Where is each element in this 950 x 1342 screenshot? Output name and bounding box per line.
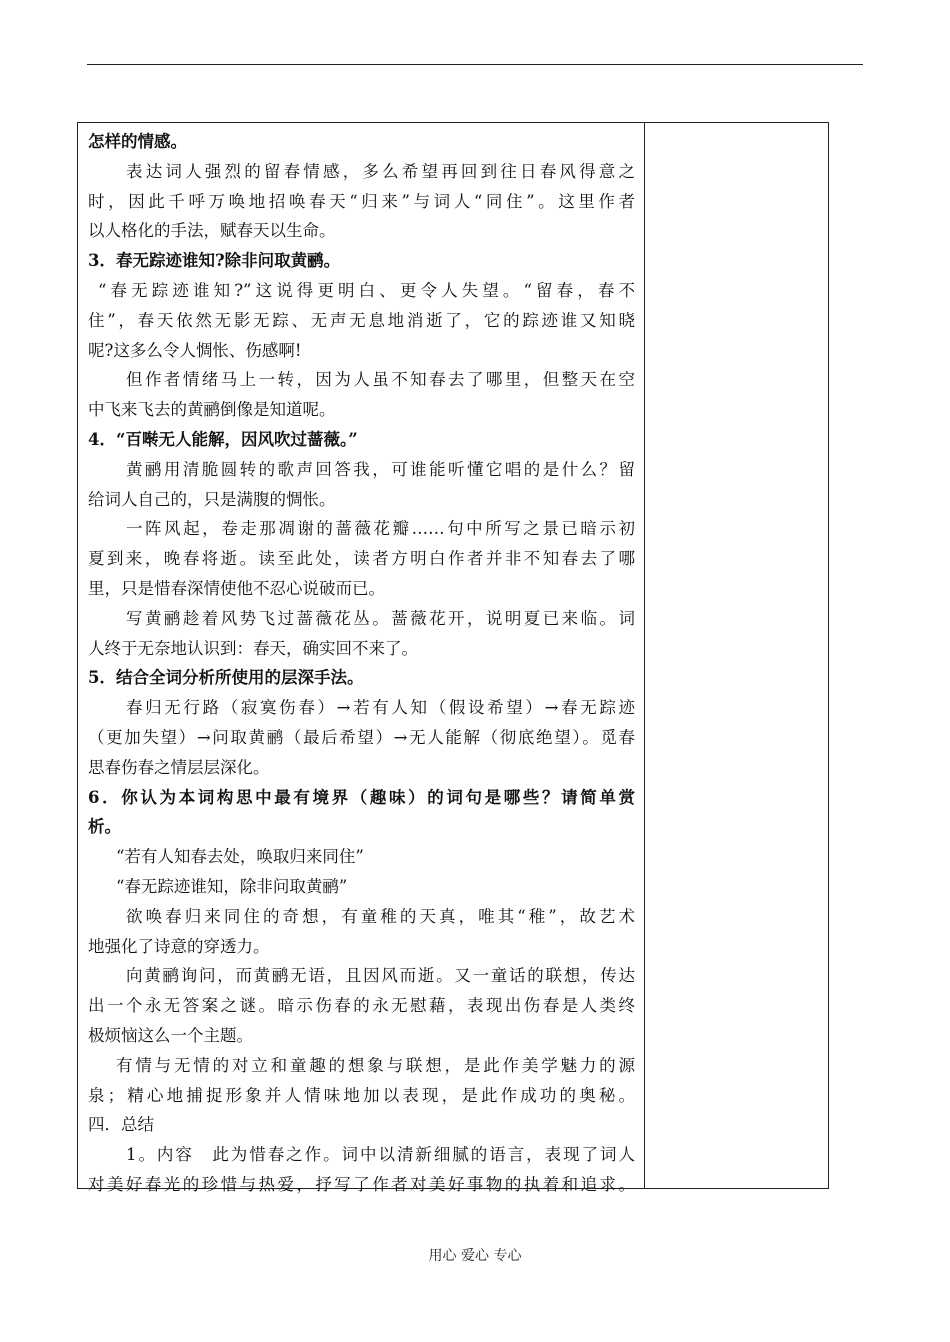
paragraph-line: 住”，春天依然无影无踪、无声无息地消逝了，它的踪迹谁又知晓 — [88, 310, 635, 330]
section-heading-line: 3．春无踪迹谁知?除非问取黄鹂。 — [88, 251, 341, 271]
paragraph-line: 思春伤春之情层层深化。 — [88, 757, 270, 777]
section-heading-line: 4．“百啭无人能解，因风吹过蔷薇。” — [88, 429, 358, 449]
paragraph-line: 向黄鹂询问，而黄鹂无语，且因风而逝。又一童话的联想，传达 — [126, 966, 635, 986]
paragraph-line: 给词人自己的，只是满腹的惆怅。 — [88, 489, 336, 509]
paragraph-line: “若有人知春去处，唤取归来同住” — [116, 847, 364, 867]
paragraph-line: 欲唤春归来同住的奇想，有童稚的天真，唯其“稚”，故艺术 — [126, 906, 635, 926]
header-rule — [87, 64, 863, 65]
paragraph-line: 1。内容 此为惜春之作。词中以清新细腻的语言，表现了词人 — [126, 1145, 635, 1165]
paragraph-line: 一阵风起，卷走那凋谢的蔷薇花瓣……句中所写之景已暗示初 — [126, 519, 635, 539]
paragraph-line: “春无踪迹谁知?”这说得更明白、更令人失望。“留春，春不 — [98, 280, 635, 300]
paragraph-line: 中飞来飞去的黄鹂倒像是知道呢。 — [88, 400, 336, 420]
paragraph-line: 极烦恼这么一个主题。 — [88, 1025, 253, 1045]
section-heading-line: 析。 — [88, 817, 121, 837]
paragraph-line: 黄鹂用清脆圆转的歌声回答我，可谁能听懂它唱的是什么？留 — [126, 459, 635, 479]
paragraph-line: “春无踪迹谁知，除非问取黄鹂” — [116, 876, 348, 896]
paragraph-line: 写黄鹂趁着风势飞过蔷薇花丛。蔷薇花开，说明夏已来临。词 — [126, 608, 635, 628]
lesson-content-cell — [88, 127, 635, 1200]
paragraph-line: 人终于无奈地认识到：春天，确实回不来了。 — [88, 638, 418, 658]
paragraph-line: 四．总结 — [88, 1115, 154, 1135]
paragraph-line: 出一个永无答案之谜。暗示伤春的永无慰藉，表现出伤春是人类终 — [88, 996, 635, 1016]
paragraph-line: 呢?这多么令人惆怅、伤感啊! — [88, 340, 302, 360]
section-heading-line: 6．你认为本词构思中最有境界（趣味）的词句是哪些？请简单赏 — [88, 787, 635, 807]
paragraph-line: 时，因此千呼万唤地招唤春天“归来”与词人“同住”。这里作者 — [88, 191, 635, 211]
section-heading-line: 5．结合全词分析所使用的层深手法。 — [88, 668, 364, 688]
paragraph-line: 表达词人强烈的留春情感，多么希望再回到往日春风得意之 — [126, 161, 635, 181]
paragraph-line: 里，只是惜春深情使他不忍心说破而已。 — [88, 578, 385, 598]
paragraph-line: 春归无行路（寂寞伤春）→若有人知（假设希望）→春无踪迹 — [126, 698, 635, 718]
section-heading-line: 怎样的情感。 — [88, 132, 187, 151]
lesson-table — [77, 122, 829, 1194]
paragraph-line: 但作者情绪马上一转，因为人虽不知春去了哪里，但整天在空 — [126, 370, 635, 390]
paragraph-line: 泉；精心地捕捉形象并人情味地加以表现，是此作成功的奥秘。 — [88, 1085, 635, 1105]
column-divider — [644, 123, 645, 1188]
paragraph-line: 对美好春光的珍惜与热爱，抒写了作者对美好事物的执着和追求。 — [88, 1174, 635, 1194]
paragraph-line: 有情与无情的对立和童趣的想象与联想，是此作美学魅力的源 — [116, 1055, 635, 1075]
paragraph-line: 以人格化的手法，赋春天以生命。 — [88, 221, 336, 241]
paragraph-line: 地强化了诗意的穿透力。 — [88, 936, 270, 956]
page-footer: 用心 爱心 专心 — [428, 1248, 522, 1264]
paragraph-line: （更加失望）→问取黄鹂（最后希望）→无人能解（彻底绝望）。觅春 — [88, 727, 635, 747]
paragraph-line: 夏到来，晚春将逝。读至此处，读者方明白作者并非不知春去了哪 — [88, 549, 635, 569]
